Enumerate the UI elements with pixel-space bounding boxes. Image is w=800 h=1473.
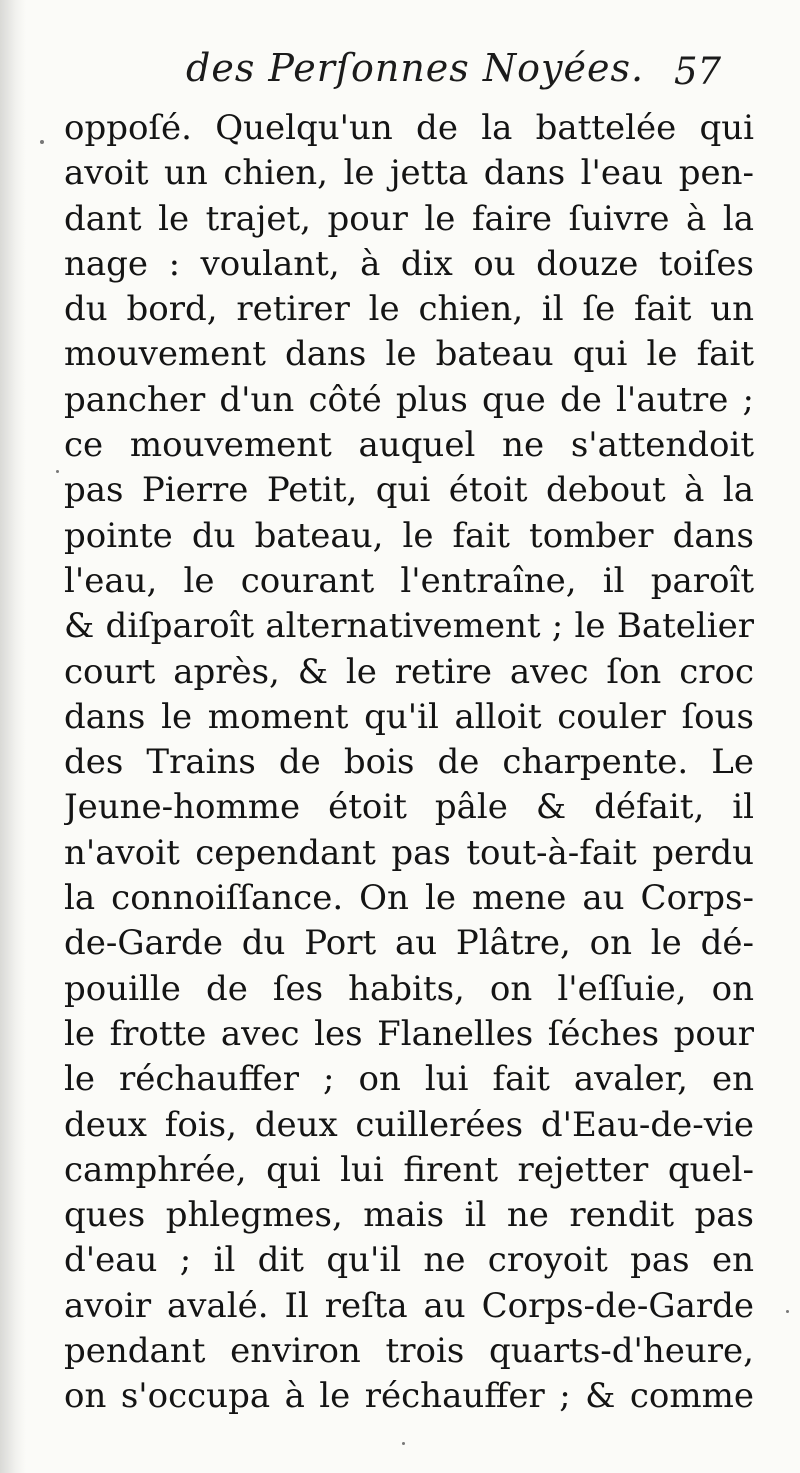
paper-speck: [786, 1310, 789, 1313]
text-line: mouvement dans le bateau qui le fait: [64, 334, 754, 375]
text-line: la connoiſſance. On le mene au Corps-: [64, 878, 754, 919]
page-gutter-shadow: [0, 0, 26, 1473]
text-line: oppoſé. Quelqu'un de la battelée qui: [64, 108, 754, 148]
text-line: pas Pierre Petit, qui étoit debout à la: [64, 470, 754, 511]
text-line: d'eau ; il dit qu'il ne croyoit pas en: [64, 1240, 754, 1281]
text-line: ques phlegmes, mais il ne rendit pas: [64, 1195, 754, 1236]
body-text: [64, 106, 754, 1420]
running-head-title: des Perſonnes Noyées.: [186, 46, 645, 90]
text-line: dant le trajet, pour le faire ſuivre à la: [64, 198, 754, 239]
text-line: l'eau, le courant l'entraîne, il paroît: [64, 560, 754, 601]
running-head: [0, 46, 800, 106]
text-line: du bord, retirer le chien, il ſe fait un: [64, 289, 754, 330]
text-line: de-Garde du Port au Plâtre, on le dé-: [64, 923, 754, 964]
text-line: dans le moment qu'il alloit couler ſous: [64, 696, 754, 737]
text-line: avoir avalé. Il reſta au Corps-de-Garde: [64, 1285, 754, 1326]
text-line: camphrée, qui lui firent rejetter quel-: [64, 1149, 754, 1190]
text-line: le frotte avec les Flanelles ſéches pour: [64, 1013, 754, 1054]
text-line: on s'occupa à le réchauffer ; & comme: [64, 1376, 754, 1417]
text-line: Jeune-homme étoit pâle & défait, il: [64, 787, 754, 828]
text-line: ce mouvement auquel ne s'attendoit: [64, 425, 754, 466]
text-line: le réchauffer ; on lui fait avaler, en: [64, 1059, 754, 1100]
text-line: n'avoit cependant pas tout-à-fait perdu: [64, 832, 754, 873]
text-line: pancher d'un côté plus que de l'autre ;: [64, 379, 754, 420]
text-line: nage : voulant, à dix ou douze toiſes: [64, 243, 754, 284]
paper-speck: [40, 140, 44, 144]
paper-speck: [402, 1442, 405, 1445]
text-line: court après, & le retire avec ſon croc: [64, 651, 754, 692]
paper-speck: [56, 470, 59, 473]
text-line: avoit un chien, le jetta dans l'eau pen-: [64, 153, 754, 194]
text-line: pointe du bateau, le fait tomber dans: [64, 515, 754, 556]
page-number: 57: [674, 50, 722, 93]
text-line: & diſparoît alternativement ; le Batelier: [64, 606, 754, 647]
text-line: deux fois, deux cuillerées d'Eau-de-vie: [64, 1104, 754, 1145]
text-line: pendant environ trois quarts-d'heure,: [64, 1331, 754, 1372]
text-line: pouille de ſes habits, on l'eſſuie, on: [64, 968, 754, 1009]
text-line: des Trains de bois de charpente. Le: [64, 742, 754, 783]
